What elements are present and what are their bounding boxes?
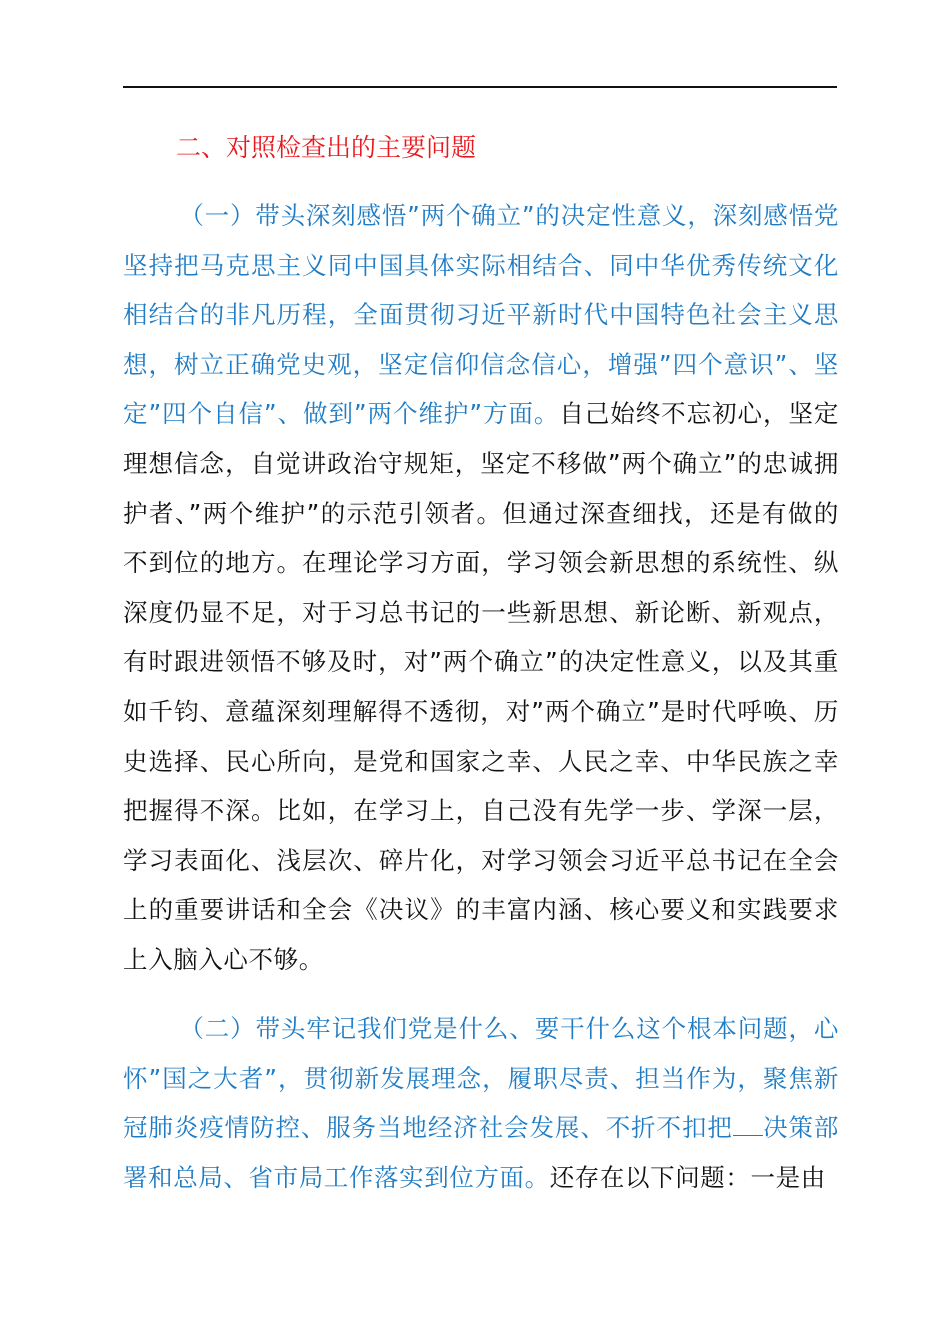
blank-underline bbox=[733, 1113, 763, 1136]
header-rule bbox=[123, 86, 837, 88]
paragraph-2-highlight-b: 决策部署和总局、省市局工作落实到位方面。 bbox=[123, 1113, 839, 1192]
section-heading: 二、对照检查出的主要问题 bbox=[176, 133, 477, 162]
paragraph-2-body: 还存在以下问题：一是由 bbox=[549, 1162, 826, 1192]
paragraph-1-highlight: （一）带头深刻感悟”两个确立”的决定性意义，深刻感悟党坚持把马克思主义同中国具体实际相结合、同中华优秀传统文化相结合的非凡历程，全面贯彻习近平新时代中国特色社会主义思想，树立正确党史观，坚定信仰信念信心，增强”四个意识”、坚定”四个自信”、做到”两个维护”方面。 bbox=[123, 201, 839, 429]
paragraph-2 bbox=[123, 1004, 839, 1202]
paragraph-1-body: 自己始终不忘初心，坚定理想信念，自觉讲政治守规矩，坚定不移做”两个确立”的忠诚拥护者、”两个维护”的示范引领者。但通过深查细找，还是有做的不到位的地方。在理论学习方面，学习领会新思想的系统性、纵深度仍显不足，对于习总书记的一些新思想、新论断、新观点，有时跟进领悟不够及时，对”两个确立”的决定性意义，以及其重如千钧、意蕴深刻理解得不透彻，对”两个确立”是时代呼唤、历史选择、民心所向，是党和国家之幸、人民之幸、中华民族之幸把握得不深。比如，在学习上，自己没有先学一步、学深一层，学习表面化、浅层次、碎片化，对学习领会习近平总书记在全会上的重要讲话和全会《决议》的丰富内涵、核心要义和实践要求上入脑入心不够。 bbox=[123, 399, 839, 974]
paragraph-2-highlight-a: （二）带头牢记我们党是什么、要干什么这个根本问题，心怀”国之大者”，贯彻新发展理念，履职尽责、担当作为，聚焦新冠肺炎疫情防控、服务当地经济社会发展、不折不扣把 bbox=[123, 1014, 839, 1143]
paragraph-1 bbox=[123, 191, 839, 985]
